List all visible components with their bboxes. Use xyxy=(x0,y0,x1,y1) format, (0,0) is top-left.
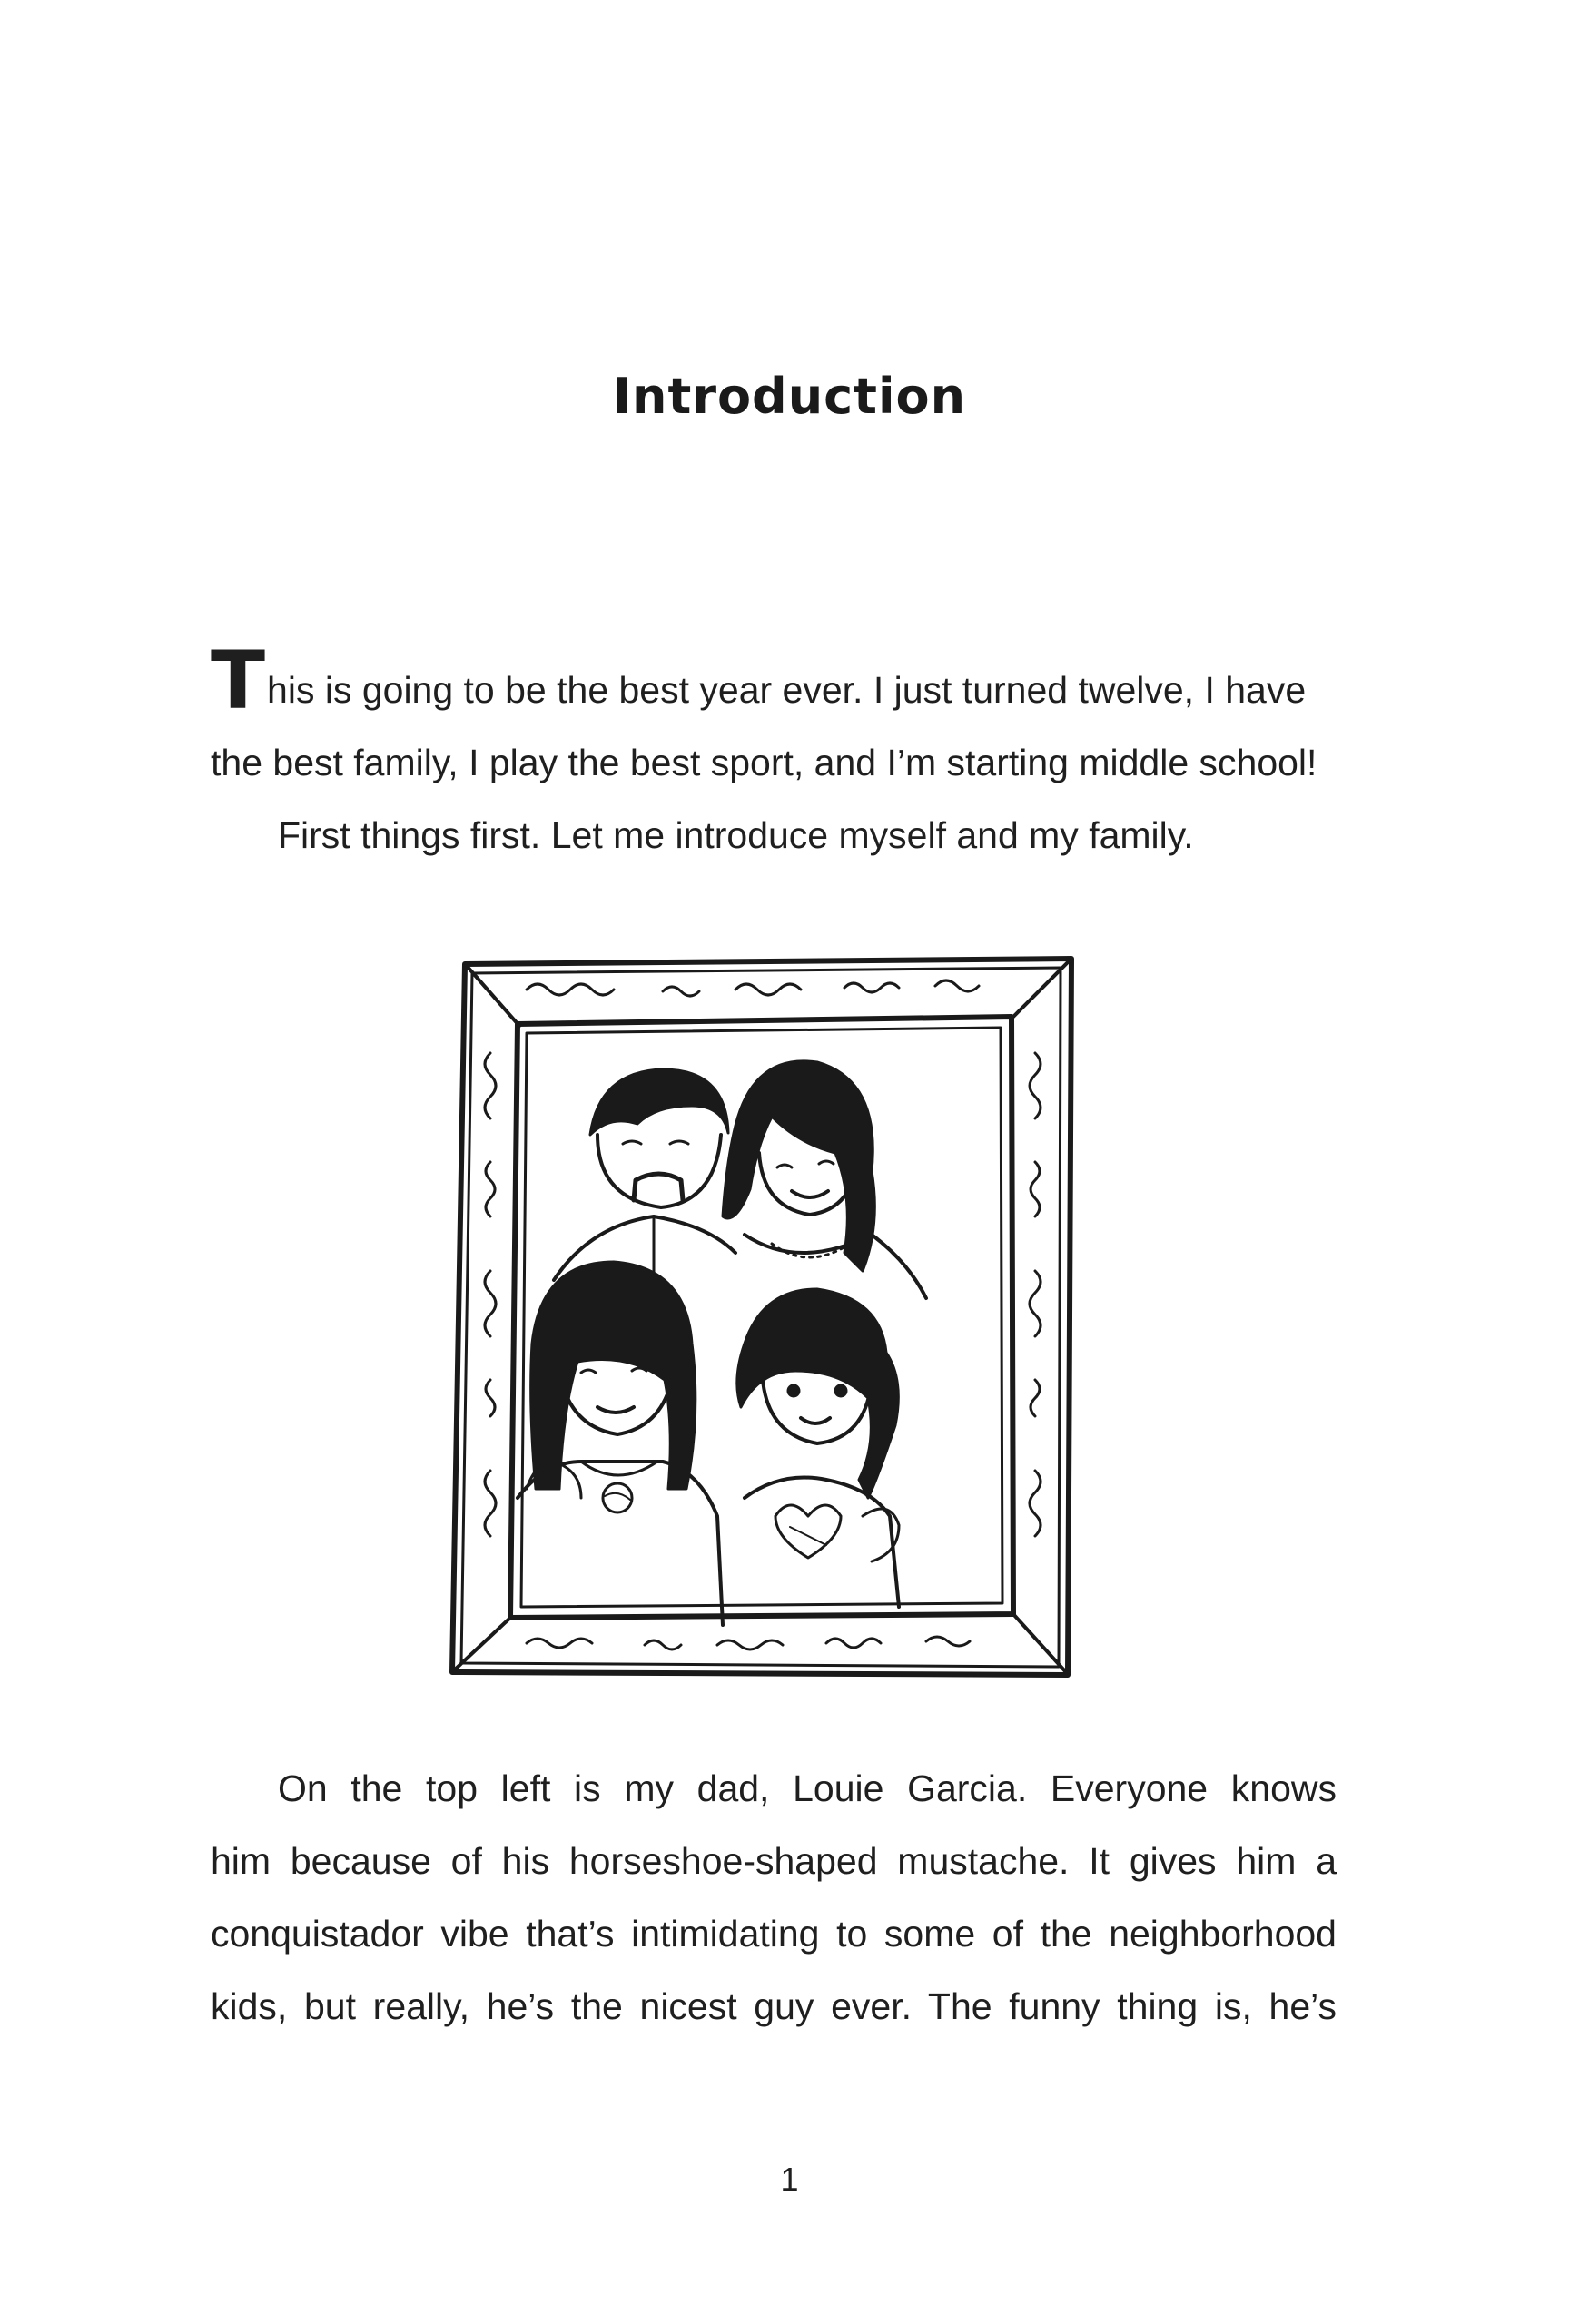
intro-paragraph-1 xyxy=(211,634,1337,799)
body-line-1: On the top left is my dad, Louie Garcia. Everyone knows xyxy=(278,1768,1337,1809)
body-line-3: conquistador vibe that’s intimidating to some of the neighborhood xyxy=(211,1913,1337,1955)
intro-line-1 xyxy=(211,634,1337,727)
page-number: 1 xyxy=(780,2161,799,2198)
intro-paragraph-2: First things first. Let me introduce myself and my family. xyxy=(278,814,1194,856)
intro-text xyxy=(211,634,1337,872)
body-line-4: kids, but really, he’s the nicest guy ever. The funny thing is, he’s xyxy=(211,1985,1337,2027)
body-text xyxy=(211,1752,1337,2043)
body-line-2: him because of his horseshoe-shaped mustache. It gives him a xyxy=(211,1840,1337,1882)
family-portrait-illustration xyxy=(445,953,1081,1684)
drop-cap: T xyxy=(211,634,266,727)
intro-line-2: the best family, I play the best sport, and I’m starting middle school! xyxy=(211,742,1317,783)
intro-line-1-text: his is going to be the best year ever. I just turned twelve, I have xyxy=(267,669,1307,711)
chapter-title: Introduction xyxy=(612,368,967,425)
